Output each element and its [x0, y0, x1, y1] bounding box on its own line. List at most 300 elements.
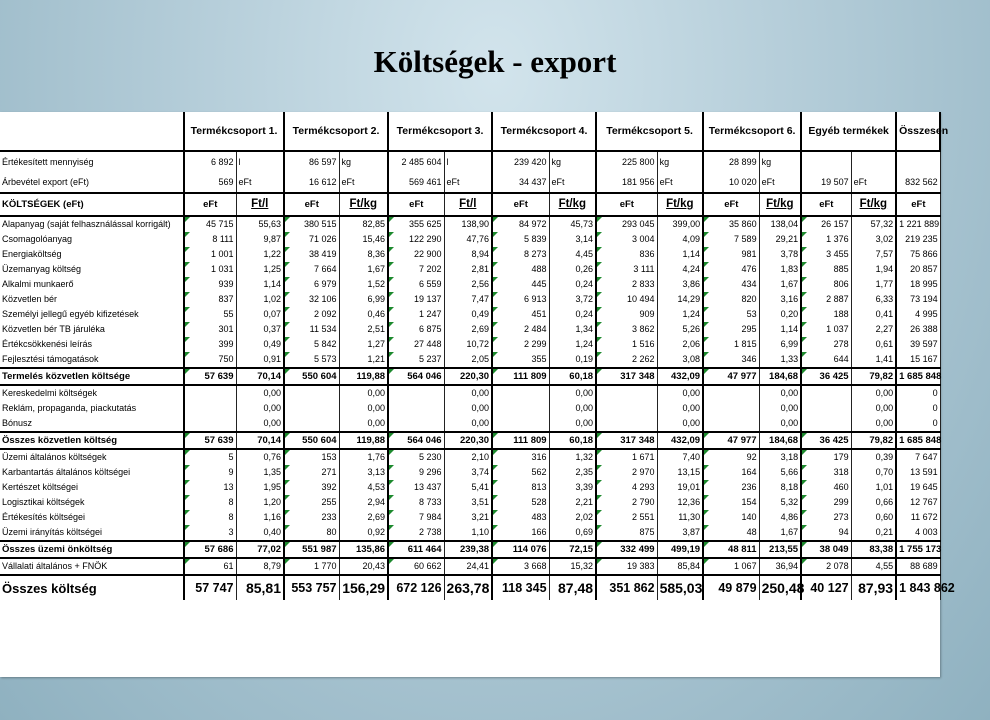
- cost-total-cell[interactable]: 1 685 848: [896, 368, 940, 385]
- cost-per-unit-cell[interactable]: 5,32: [759, 495, 801, 510]
- cost-total-cell[interactable]: 1 221 889: [896, 216, 940, 232]
- cost-total-cell[interactable]: 15 167: [896, 352, 940, 368]
- cost-efT-cell[interactable]: [184, 416, 236, 432]
- cost-efT-cell[interactable]: 188: [801, 307, 851, 322]
- cost-per-unit-cell[interactable]: 3,87: [657, 525, 703, 541]
- cost-per-unit-cell[interactable]: 220,30: [444, 368, 492, 385]
- cost-per-unit-cell[interactable]: 135,86: [339, 541, 388, 558]
- cost-per-unit-cell[interactable]: 1,24: [657, 307, 703, 322]
- cost-per-unit-cell[interactable]: 1,14: [657, 247, 703, 262]
- cost-per-unit-cell[interactable]: 4,24: [657, 262, 703, 277]
- cost-per-unit-cell[interactable]: 2,10: [444, 449, 492, 465]
- unit-per[interactable]: Ft/kg: [339, 193, 388, 216]
- cost-per-unit-cell[interactable]: 2,06: [657, 337, 703, 352]
- unit-efT[interactable]: eFt: [388, 193, 444, 216]
- cost-per-unit-cell[interactable]: 0,00: [657, 385, 703, 401]
- revenue-total[interactable]: 832 562: [896, 173, 940, 193]
- cost-per-unit-cell[interactable]: 585,03: [657, 575, 703, 600]
- cost-efT-cell[interactable]: 140: [703, 510, 759, 525]
- cost-efT-cell[interactable]: 445: [492, 277, 549, 292]
- cost-efT-cell[interactable]: 5 237: [388, 352, 444, 368]
- cost-efT-cell[interactable]: 488: [492, 262, 549, 277]
- cost-efT-cell[interactable]: 7 589: [703, 232, 759, 247]
- cost-per-unit-cell[interactable]: 0,00: [549, 385, 596, 401]
- cost-per-unit-cell[interactable]: 0,39: [851, 449, 896, 465]
- quantity-unit[interactable]: [851, 151, 896, 173]
- revenue-value[interactable]: 16 612: [284, 173, 339, 193]
- cost-total-cell[interactable]: 73 194: [896, 292, 940, 307]
- cost-per-unit-cell[interactable]: 4,53: [339, 480, 388, 495]
- unit-per[interactable]: Ft/kg: [759, 193, 801, 216]
- cost-per-unit-cell[interactable]: 0,46: [339, 307, 388, 322]
- row-label[interactable]: Személyi jellegű egyéb kifizetések: [0, 307, 184, 322]
- cost-per-unit-cell[interactable]: 1,83: [759, 262, 801, 277]
- cost-total-cell[interactable]: 19 645: [896, 480, 940, 495]
- cost-efT-cell[interactable]: 2 092: [284, 307, 339, 322]
- cost-per-unit-cell[interactable]: 3,51: [444, 495, 492, 510]
- cost-per-unit-cell[interactable]: 2,81: [444, 262, 492, 277]
- cost-efT-cell[interactable]: 476: [703, 262, 759, 277]
- cost-efT-cell[interactable]: 3 862: [596, 322, 657, 337]
- cost-per-unit-cell[interactable]: 0,91: [236, 352, 284, 368]
- cost-per-unit-cell[interactable]: 156,29: [339, 575, 388, 600]
- cost-efT-cell[interactable]: 122 290: [388, 232, 444, 247]
- cost-efT-cell[interactable]: 3 455: [801, 247, 851, 262]
- cost-per-unit-cell[interactable]: 0,20: [759, 307, 801, 322]
- cost-efT-cell[interactable]: 2 262: [596, 352, 657, 368]
- cost-per-unit-cell[interactable]: 0,00: [444, 401, 492, 416]
- cost-efT-cell[interactable]: 49 879: [703, 575, 759, 600]
- revenue-unit[interactable]: eFt: [236, 173, 284, 193]
- cost-efT-cell[interactable]: [801, 385, 851, 401]
- cost-efT-cell[interactable]: 5 573: [284, 352, 339, 368]
- cost-efT-cell[interactable]: 553 757: [284, 575, 339, 600]
- unit-efT[interactable]: eFt: [492, 193, 549, 216]
- cost-per-unit-cell[interactable]: 1,76: [339, 449, 388, 465]
- row-label[interactable]: Üzemanyag költség: [0, 262, 184, 277]
- cost-per-unit-cell[interactable]: 0,07: [236, 307, 284, 322]
- cost-per-unit-cell[interactable]: 0,21: [851, 525, 896, 541]
- cost-efT-cell[interactable]: 35 860: [703, 216, 759, 232]
- cost-efT-cell[interactable]: 1 067: [703, 558, 759, 575]
- header-corner-cell[interactable]: [0, 112, 184, 151]
- revenue-unit[interactable]: eFt: [444, 173, 492, 193]
- cost-efT-cell[interactable]: [284, 416, 339, 432]
- cost-per-unit-cell[interactable]: 55,63: [236, 216, 284, 232]
- cost-efT-cell[interactable]: 3 004: [596, 232, 657, 247]
- row-label[interactable]: Alapanyag (saját felhasználással korrigált): [0, 216, 184, 232]
- cost-per-unit-cell[interactable]: 4,86: [759, 510, 801, 525]
- cost-per-unit-cell[interactable]: 3,72: [549, 292, 596, 307]
- cost-per-unit-cell[interactable]: 0,40: [236, 525, 284, 541]
- revenue-value[interactable]: 34 437: [492, 173, 549, 193]
- cost-per-unit-cell[interactable]: 3,14: [549, 232, 596, 247]
- cost-per-unit-cell[interactable]: 87,48: [549, 575, 596, 600]
- cost-efT-cell[interactable]: 380 515: [284, 216, 339, 232]
- cost-efT-cell[interactable]: 1 516: [596, 337, 657, 352]
- cost-per-unit-cell[interactable]: 263,78: [444, 575, 492, 600]
- cost-per-unit-cell[interactable]: 1,67: [759, 525, 801, 541]
- cost-efT-cell[interactable]: [388, 416, 444, 432]
- cost-efT-cell[interactable]: 8: [184, 495, 236, 510]
- cost-efT-cell[interactable]: [703, 416, 759, 432]
- cost-per-unit-cell[interactable]: 0,00: [759, 385, 801, 401]
- cost-efT-cell[interactable]: 550 604: [284, 432, 339, 449]
- quantity-unit[interactable]: kg: [549, 151, 596, 173]
- row-label[interactable]: Összes közvetlen költség: [0, 432, 184, 449]
- cost-efT-cell[interactable]: 13: [184, 480, 236, 495]
- cost-efT-cell[interactable]: 293 045: [596, 216, 657, 232]
- row-label[interactable]: Logisztikai költségek: [0, 495, 184, 510]
- cost-efT-cell[interactable]: 111 809: [492, 368, 549, 385]
- cost-efT-cell[interactable]: 278: [801, 337, 851, 352]
- revenue-value[interactable]: 569 461: [388, 173, 444, 193]
- cost-per-unit-cell[interactable]: 0,49: [444, 307, 492, 322]
- cost-efT-cell[interactable]: 61: [184, 558, 236, 575]
- cost-per-unit-cell[interactable]: 432,09: [657, 432, 703, 449]
- cost-per-unit-cell[interactable]: 8,79: [236, 558, 284, 575]
- cost-efT-cell[interactable]: 875: [596, 525, 657, 541]
- cost-efT-cell[interactable]: 3 668: [492, 558, 549, 575]
- cost-per-unit-cell[interactable]: 2,94: [339, 495, 388, 510]
- cost-efT-cell[interactable]: 92: [703, 449, 759, 465]
- quantity-value[interactable]: 28 899: [703, 151, 759, 173]
- cost-per-unit-cell[interactable]: 1,95: [236, 480, 284, 495]
- cost-per-unit-cell[interactable]: 36,94: [759, 558, 801, 575]
- cost-efT-cell[interactable]: 981: [703, 247, 759, 262]
- cost-efT-cell[interactable]: 2 833: [596, 277, 657, 292]
- unit-per[interactable]: Ft/kg: [657, 193, 703, 216]
- cost-efT-cell[interactable]: 1 247: [388, 307, 444, 322]
- cost-efT-cell[interactable]: 2 299: [492, 337, 549, 352]
- cost-per-unit-cell[interactable]: 1,24: [549, 337, 596, 352]
- cost-efT-cell[interactable]: 26 157: [801, 216, 851, 232]
- row-label[interactable]: Közvetlen bér TB járuléka: [0, 322, 184, 337]
- quantity-value[interactable]: 6 892: [184, 151, 236, 173]
- cost-efT-cell[interactable]: 47 977: [703, 368, 759, 385]
- cost-per-unit-cell[interactable]: 1,10: [444, 525, 492, 541]
- cost-efT-cell[interactable]: [492, 416, 549, 432]
- cost-efT-cell[interactable]: 3: [184, 525, 236, 541]
- cost-per-unit-cell[interactable]: 87,93: [851, 575, 896, 600]
- cost-efT-cell[interactable]: [801, 416, 851, 432]
- cost-efT-cell[interactable]: [284, 385, 339, 401]
- unit-per[interactable]: Ft/l: [444, 193, 492, 216]
- cost-per-unit-cell[interactable]: 1,33: [759, 352, 801, 368]
- cost-per-unit-cell[interactable]: 15,32: [549, 558, 596, 575]
- cost-per-unit-cell[interactable]: 1,27: [339, 337, 388, 352]
- cost-per-unit-cell[interactable]: 250,48: [759, 575, 801, 600]
- cost-per-unit-cell[interactable]: 0,00: [339, 401, 388, 416]
- unit-efT[interactable]: eFt: [184, 193, 236, 216]
- cost-per-unit-cell[interactable]: 8,36: [339, 247, 388, 262]
- cost-efT-cell[interactable]: 317 348: [596, 432, 657, 449]
- cost-per-unit-cell[interactable]: 6,99: [339, 292, 388, 307]
- cost-efT-cell[interactable]: 6 913: [492, 292, 549, 307]
- cost-efT-cell[interactable]: 111 809: [492, 432, 549, 449]
- row-label[interactable]: Vállalati általános + FNÖK: [0, 558, 184, 575]
- cost-efT-cell[interactable]: 551 987: [284, 541, 339, 558]
- cost-efT-cell[interactable]: 38 419: [284, 247, 339, 262]
- cost-efT-cell[interactable]: 271: [284, 465, 339, 480]
- cost-efT-cell[interactable]: 11 534: [284, 322, 339, 337]
- cost-per-unit-cell[interactable]: 2,27: [851, 322, 896, 337]
- unit-efT[interactable]: eFt: [596, 193, 657, 216]
- cost-per-unit-cell[interactable]: 1,14: [759, 322, 801, 337]
- column-header[interactable]: Termékcsoport 5.: [596, 112, 703, 151]
- cost-efT-cell[interactable]: 318: [801, 465, 851, 480]
- cost-efT-cell[interactable]: 1 770: [284, 558, 339, 575]
- cost-per-unit-cell[interactable]: 0,00: [236, 401, 284, 416]
- cost-per-unit-cell[interactable]: 432,09: [657, 368, 703, 385]
- quantity-unit[interactable]: l: [236, 151, 284, 173]
- cost-efT-cell[interactable]: 80: [284, 525, 339, 541]
- cost-total-cell[interactable]: 4 995: [896, 307, 940, 322]
- unit-efT[interactable]: eFt: [284, 193, 339, 216]
- cost-per-unit-cell[interactable]: 0,69: [549, 525, 596, 541]
- row-label[interactable]: Kertészet költségei: [0, 480, 184, 495]
- cost-efT-cell[interactable]: 2 078: [801, 558, 851, 575]
- row-label[interactable]: KÖLTSÉGEK (eFt): [0, 193, 184, 216]
- row-label[interactable]: Összes üzemi önköltség: [0, 541, 184, 558]
- cost-efT-cell[interactable]: 550 604: [284, 368, 339, 385]
- cost-per-unit-cell[interactable]: 70,14: [236, 432, 284, 449]
- cost-per-unit-cell[interactable]: 2,02: [549, 510, 596, 525]
- cost-efT-cell[interactable]: 939: [184, 277, 236, 292]
- cost-per-unit-cell[interactable]: 220,30: [444, 432, 492, 449]
- cost-efT-cell[interactable]: 885: [801, 262, 851, 277]
- row-label[interactable]: Bónusz: [0, 416, 184, 432]
- cost-per-unit-cell[interactable]: 3,18: [759, 449, 801, 465]
- cost-efT-cell[interactable]: 351 862: [596, 575, 657, 600]
- cost-efT-cell[interactable]: 154: [703, 495, 759, 510]
- cost-total-cell[interactable]: 88 689: [896, 558, 940, 575]
- cost-total-cell[interactable]: 0: [896, 416, 940, 432]
- cost-efT-cell[interactable]: 564 046: [388, 368, 444, 385]
- cost-efT-cell[interactable]: 60 662: [388, 558, 444, 575]
- row-label[interactable]: Árbevétel export (eFt): [0, 173, 184, 193]
- cost-per-unit-cell[interactable]: 239,38: [444, 541, 492, 558]
- cost-per-unit-cell[interactable]: 3,16: [759, 292, 801, 307]
- cost-efT-cell[interactable]: 166: [492, 525, 549, 541]
- cost-per-unit-cell[interactable]: 3,02: [851, 232, 896, 247]
- cost-per-unit-cell[interactable]: 3,78: [759, 247, 801, 262]
- cost-efT-cell[interactable]: 6 979: [284, 277, 339, 292]
- cost-per-unit-cell[interactable]: 6,99: [759, 337, 801, 352]
- cost-efT-cell[interactable]: 5: [184, 449, 236, 465]
- cost-efT-cell[interactable]: 1 031: [184, 262, 236, 277]
- quantity-value[interactable]: 2 485 604: [388, 151, 444, 173]
- cost-efT-cell[interactable]: 483: [492, 510, 549, 525]
- cost-per-unit-cell[interactable]: 138,90: [444, 216, 492, 232]
- cost-efT-cell[interactable]: 299: [801, 495, 851, 510]
- cost-per-unit-cell[interactable]: 8,18: [759, 480, 801, 495]
- cost-per-unit-cell[interactable]: 0,76: [236, 449, 284, 465]
- cost-efT-cell[interactable]: [596, 385, 657, 401]
- cost-per-unit-cell[interactable]: 184,68: [759, 432, 801, 449]
- cost-per-unit-cell[interactable]: 2,51: [339, 322, 388, 337]
- row-label[interactable]: Kereskedelmi költségek: [0, 385, 184, 401]
- cost-per-unit-cell[interactable]: 3,74: [444, 465, 492, 480]
- cost-per-unit-cell[interactable]: 1,67: [339, 262, 388, 277]
- cost-per-unit-cell[interactable]: 138,04: [759, 216, 801, 232]
- cost-efT-cell[interactable]: 2 887: [801, 292, 851, 307]
- cost-efT-cell[interactable]: 114 076: [492, 541, 549, 558]
- cost-efT-cell[interactable]: 2 484: [492, 322, 549, 337]
- cost-per-unit-cell[interactable]: 1,35: [236, 465, 284, 480]
- cost-efT-cell[interactable]: 273: [801, 510, 851, 525]
- cost-per-unit-cell[interactable]: 1,94: [851, 262, 896, 277]
- unit-total[interactable]: eFt: [896, 193, 940, 216]
- cost-per-unit-cell[interactable]: 14,29: [657, 292, 703, 307]
- cost-per-unit-cell[interactable]: 5,26: [657, 322, 703, 337]
- revenue-value[interactable]: 10 020: [703, 173, 759, 193]
- cost-per-unit-cell[interactable]: 72,15: [549, 541, 596, 558]
- cost-efT-cell[interactable]: 40 127: [801, 575, 851, 600]
- cost-efT-cell[interactable]: [703, 385, 759, 401]
- cost-per-unit-cell[interactable]: 119,88: [339, 432, 388, 449]
- cost-efT-cell[interactable]: 3 111: [596, 262, 657, 277]
- revenue-value[interactable]: 181 956: [596, 173, 657, 193]
- row-label[interactable]: Csomagolóanyag: [0, 232, 184, 247]
- cost-efT-cell[interactable]: 5 839: [492, 232, 549, 247]
- cost-efT-cell[interactable]: 9: [184, 465, 236, 480]
- cost-efT-cell[interactable]: 1 671: [596, 449, 657, 465]
- cost-per-unit-cell[interactable]: 13,15: [657, 465, 703, 480]
- cost-efT-cell[interactable]: 434: [703, 277, 759, 292]
- cost-efT-cell[interactable]: 295: [703, 322, 759, 337]
- row-label[interactable]: Értékesített mennyiség: [0, 151, 184, 173]
- cost-efT-cell[interactable]: 1 376: [801, 232, 851, 247]
- revenue-unit[interactable]: eFt: [759, 173, 801, 193]
- quantity-unit[interactable]: l: [444, 151, 492, 173]
- cost-efT-cell[interactable]: 7 984: [388, 510, 444, 525]
- cost-efT-cell[interactable]: 8: [184, 510, 236, 525]
- cost-per-unit-cell[interactable]: 70,14: [236, 368, 284, 385]
- cost-efT-cell[interactable]: 27 448: [388, 337, 444, 352]
- revenue-unit[interactable]: eFt: [657, 173, 703, 193]
- cost-per-unit-cell[interactable]: 1,20: [236, 495, 284, 510]
- revenue-value[interactable]: 19 507: [801, 173, 851, 193]
- cost-per-unit-cell[interactable]: 82,85: [339, 216, 388, 232]
- cost-efT-cell[interactable]: 8 733: [388, 495, 444, 510]
- column-header[interactable]: Termékcsoport 6.: [703, 112, 801, 151]
- cost-per-unit-cell[interactable]: 0,41: [851, 307, 896, 322]
- cost-per-unit-cell[interactable]: 0,00: [657, 401, 703, 416]
- column-header[interactable]: Egyéb termékek: [801, 112, 896, 151]
- cost-per-unit-cell[interactable]: 0,00: [549, 416, 596, 432]
- cost-per-unit-cell[interactable]: 7,40: [657, 449, 703, 465]
- cost-per-unit-cell[interactable]: 2,35: [549, 465, 596, 480]
- cost-efT-cell[interactable]: [492, 385, 549, 401]
- row-label[interactable]: Fejlesztési támogatások: [0, 352, 184, 368]
- cost-efT-cell[interactable]: 53: [703, 307, 759, 322]
- cost-per-unit-cell[interactable]: 0,26: [549, 262, 596, 277]
- cost-efT-cell[interactable]: 164: [703, 465, 759, 480]
- cost-total-cell[interactable]: 11 672: [896, 510, 940, 525]
- cost-efT-cell[interactable]: 45 715: [184, 216, 236, 232]
- cost-per-unit-cell[interactable]: 0,00: [236, 385, 284, 401]
- cost-per-unit-cell[interactable]: 0,24: [549, 307, 596, 322]
- row-label[interactable]: Üzemi általános költségek: [0, 449, 184, 465]
- cost-efT-cell[interactable]: 4 293: [596, 480, 657, 495]
- cost-efT-cell[interactable]: 2 551: [596, 510, 657, 525]
- cost-efT-cell[interactable]: 153: [284, 449, 339, 465]
- cost-efT-cell[interactable]: 10 494: [596, 292, 657, 307]
- cost-per-unit-cell[interactable]: 5,66: [759, 465, 801, 480]
- cost-per-unit-cell[interactable]: 45,73: [549, 216, 596, 232]
- cost-per-unit-cell[interactable]: 1,41: [851, 352, 896, 368]
- cost-per-unit-cell[interactable]: 57,32: [851, 216, 896, 232]
- row-label[interactable]: Reklám, propaganda, piackutatás: [0, 401, 184, 416]
- cost-efT-cell[interactable]: 19 383: [596, 558, 657, 575]
- quantity-value[interactable]: 239 420: [492, 151, 549, 173]
- cost-per-unit-cell[interactable]: 184,68: [759, 368, 801, 385]
- cost-per-unit-cell[interactable]: 2,05: [444, 352, 492, 368]
- cost-efT-cell[interactable]: [284, 401, 339, 416]
- column-header[interactable]: Összesen: [896, 112, 940, 151]
- cost-per-unit-cell[interactable]: 1,22: [236, 247, 284, 262]
- cost-total-cell[interactable]: 13 591: [896, 465, 940, 480]
- cost-total-cell[interactable]: 12 767: [896, 495, 940, 510]
- cost-per-unit-cell[interactable]: 3,39: [549, 480, 596, 495]
- cost-per-unit-cell[interactable]: 15,46: [339, 232, 388, 247]
- column-header[interactable]: Termékcsoport 3.: [388, 112, 492, 151]
- cost-efT-cell[interactable]: 236: [703, 480, 759, 495]
- cost-total-cell[interactable]: 1 755 173: [896, 541, 940, 558]
- cost-per-unit-cell[interactable]: 0,00: [339, 385, 388, 401]
- cost-per-unit-cell[interactable]: 0,00: [851, 401, 896, 416]
- cost-per-unit-cell[interactable]: 1,21: [339, 352, 388, 368]
- cost-efT-cell[interactable]: 528: [492, 495, 549, 510]
- cost-efT-cell[interactable]: 562: [492, 465, 549, 480]
- unit-per[interactable]: Ft/kg: [851, 193, 896, 216]
- cost-efT-cell[interactable]: [184, 385, 236, 401]
- cost-per-unit-cell[interactable]: 1,77: [851, 277, 896, 292]
- cost-per-unit-cell[interactable]: 0,70: [851, 465, 896, 480]
- cost-efT-cell[interactable]: 820: [703, 292, 759, 307]
- column-header[interactable]: Termékcsoport 2.: [284, 112, 388, 151]
- cost-efT-cell[interactable]: 55: [184, 307, 236, 322]
- cost-total-cell[interactable]: 20 857: [896, 262, 940, 277]
- cost-per-unit-cell[interactable]: 0,60: [851, 510, 896, 525]
- cost-per-unit-cell[interactable]: 3,86: [657, 277, 703, 292]
- cost-per-unit-cell[interactable]: 2,56: [444, 277, 492, 292]
- cost-efT-cell[interactable]: 9 296: [388, 465, 444, 480]
- unit-per[interactable]: Ft/kg: [549, 193, 596, 216]
- cost-efT-cell[interactable]: 836: [596, 247, 657, 262]
- revenue-unit[interactable]: eFt: [339, 173, 388, 193]
- column-header[interactable]: Termékcsoport 4.: [492, 112, 596, 151]
- cost-efT-cell[interactable]: 19 137: [388, 292, 444, 307]
- cost-per-unit-cell[interactable]: 83,38: [851, 541, 896, 558]
- cost-efT-cell[interactable]: 36 425: [801, 368, 851, 385]
- cost-efT-cell[interactable]: 392: [284, 480, 339, 495]
- cost-efT-cell[interactable]: 5 842: [284, 337, 339, 352]
- cost-total-cell[interactable]: 0: [896, 401, 940, 416]
- cost-efT-cell[interactable]: 57 639: [184, 432, 236, 449]
- cost-per-unit-cell[interactable]: 0,00: [236, 416, 284, 432]
- row-label[interactable]: Összes költség: [0, 575, 184, 600]
- cost-per-unit-cell[interactable]: 7,47: [444, 292, 492, 307]
- row-label[interactable]: Közvetlen bér: [0, 292, 184, 307]
- cost-per-unit-cell[interactable]: 6,33: [851, 292, 896, 307]
- cost-efT-cell[interactable]: [388, 401, 444, 416]
- cost-efT-cell[interactable]: 451: [492, 307, 549, 322]
- cost-per-unit-cell[interactable]: 29,21: [759, 232, 801, 247]
- cost-per-unit-cell[interactable]: 0,24: [549, 277, 596, 292]
- cost-efT-cell[interactable]: [388, 385, 444, 401]
